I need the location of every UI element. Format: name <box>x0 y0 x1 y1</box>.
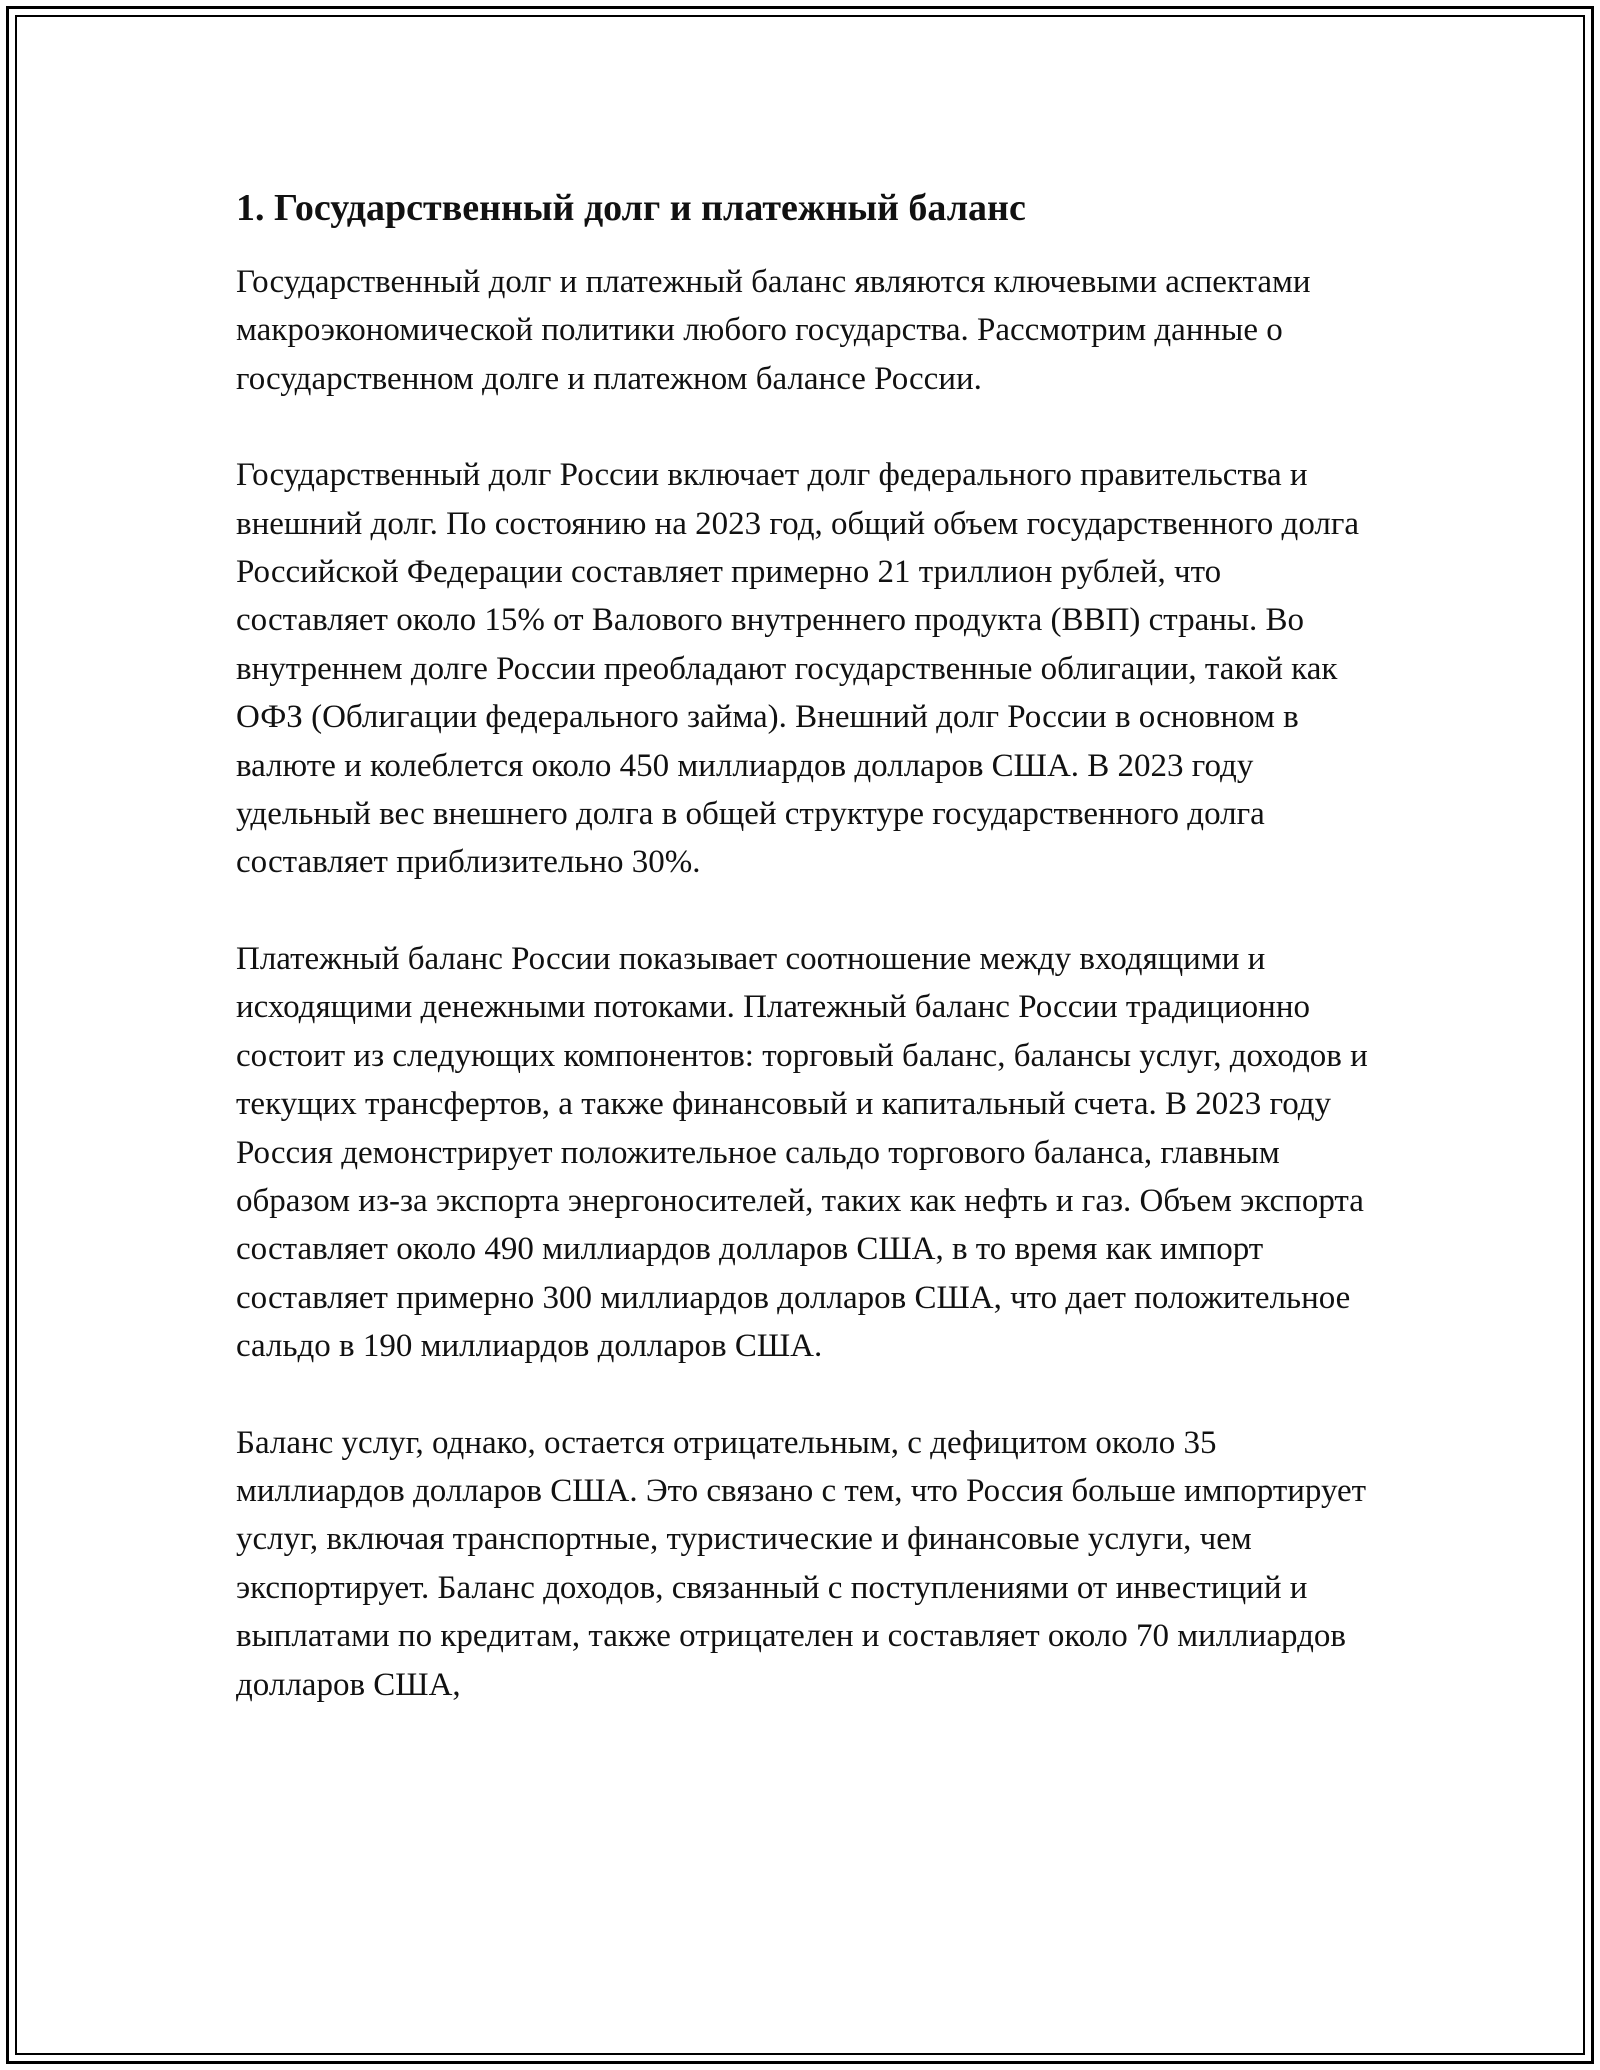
paragraph-intro: Государственный долг и платежный баланс являются ключевыми аспектами макроэкономической политики любого государства. Рассмотрим данные о государственном долге и платежном балансе России. <box>236 264 1311 397</box>
paragraph-public-debt: Государственный долг России включает долг федерального правительства и внешний долг. По состоянию на 2023 год, общий объем государственного долга Российской Федерации составляет примерно 21 триллион рублей, что составляет около 15% от Валового внутреннего продукта (ВВП) страны. Во внутреннем долге России преобладают государственные облигации, такой как ОФЗ (Облигации федерального займа). Внешний долг России в основном в валюте и колеблется около 450 миллиардов долларов США. В 2023 году удельный вес внешнего долга в общей структуре государственного долга составляет приблизительно 30%. <box>236 457 1360 881</box>
document-body <box>236 182 1376 1709</box>
section-heading: 1. Государственный долг и платежный баланс <box>236 187 1026 229</box>
paragraph-services-balance: Баланс услуг, однако, остается отрицательным, с дефицитом около 35 миллиардов долларов США. Это связано с тем, что Россия больше импортирует услуг, включая транспортные, туристические и финансовые услуги, чем экспортирует. Баланс доходов, связанный с поступлениями от инвестиций и выплатами по кредитам, также отрицателен и составляет около 70 миллиардов долларов США, <box>236 1424 1367 1703</box>
paragraph-balance-of-payments: Платежный баланс России показывает соотношение между входящими и исходящими денежными потоками. Платежный баланс России традиционно состоит из следующих компонентов: торговый баланс, балансы услуг, доходов и текущих трансфертов, а также финансовый и капитальный счета. В 2023 году Россия демонстрирует положительное сальдо торгового баланса, главным образом из-за экспорта энергоносителей, таких как нефть и газ. Объем экспорта составляет около 490 миллиардов долларов США, в то время как импорт составляет примерно 300 миллиардов долларов США, что дает положительное сальдо в 190 миллиардов долларов США. <box>236 940 1368 1365</box>
